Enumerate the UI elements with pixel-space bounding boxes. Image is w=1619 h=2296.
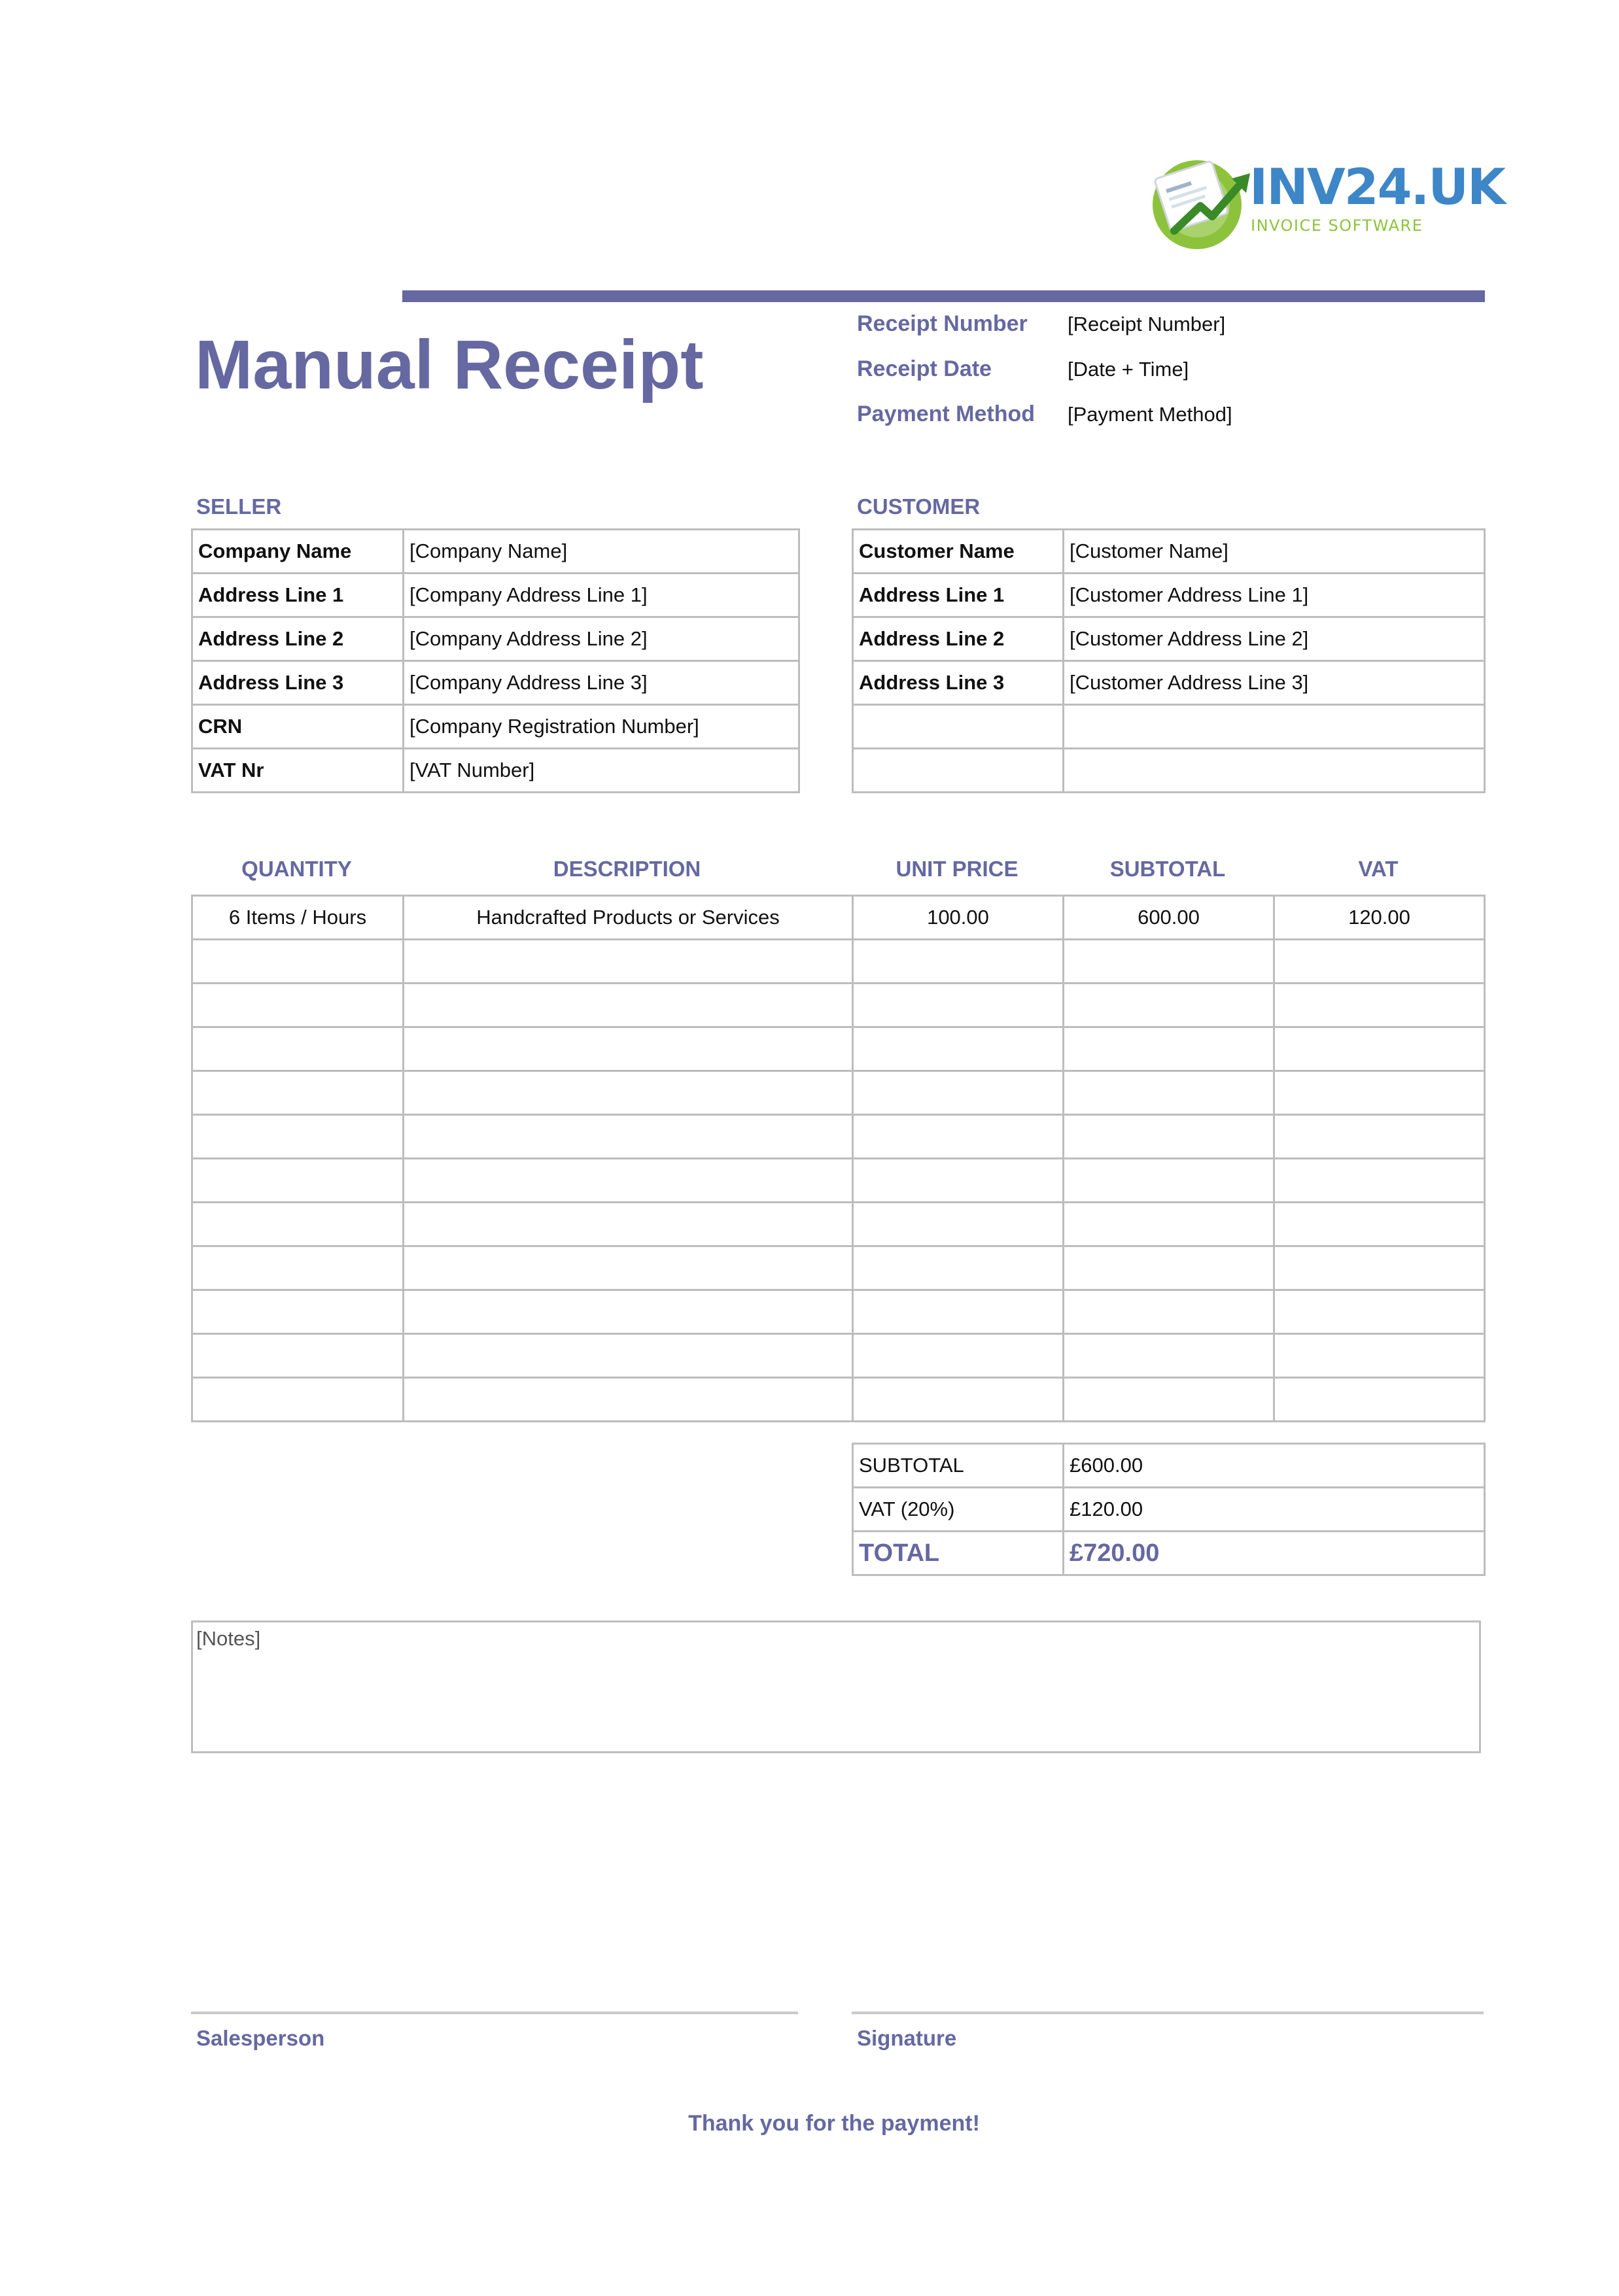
logo-icon — [1148, 154, 1266, 252]
item-row — [192, 1027, 1485, 1071]
notes-text: [Notes] — [196, 1627, 261, 1650]
item-subtotal-cell — [1064, 940, 1274, 984]
item-quantity-cell — [192, 1246, 404, 1290]
column-header-unit-price: UNIT PRICE — [896, 857, 1018, 881]
item-unit-price-cell — [853, 940, 1064, 984]
item-subtotal-cell — [1064, 1159, 1274, 1203]
totals-table — [852, 1443, 1486, 1576]
payment-method-value: [Payment Method] — [1068, 403, 1232, 426]
customer-label: Customer Name — [853, 530, 1064, 574]
customer-row — [853, 749, 1485, 793]
items-table — [191, 895, 1486, 1422]
thank-you-message: Thank you for the payment! — [688, 2111, 980, 2136]
seller-table — [191, 528, 800, 793]
customer-label: Address Line 3 — [853, 661, 1064, 705]
signature-line — [852, 2012, 1484, 2014]
receipt-number-label: Receipt Number — [857, 311, 1028, 336]
receipt-date-label: Receipt Date — [857, 356, 992, 381]
item-subtotal-cell — [1064, 984, 1274, 1027]
subtotal-row — [853, 1444, 1485, 1488]
customer-heading: CUSTOMER — [857, 494, 981, 519]
item-row — [192, 940, 1485, 984]
seller-label: CRN — [192, 705, 404, 749]
customer-value — [1064, 749, 1485, 793]
item-vat-cell — [1274, 984, 1485, 1027]
item-vat-cell — [1274, 1290, 1485, 1334]
item-subtotal-cell — [1064, 1378, 1274, 1422]
seller-label: Company Name — [192, 530, 404, 574]
seller-value: [Company Registration Number] — [404, 705, 799, 749]
item-unit-price-cell — [853, 1246, 1064, 1290]
item-vat-cell — [1274, 1334, 1485, 1378]
seller-value: [Company Address Line 1] — [404, 574, 799, 617]
item-unit-price-cell — [853, 1378, 1064, 1422]
seller-row — [192, 530, 799, 574]
total-row — [853, 1532, 1485, 1575]
item-row — [192, 1334, 1485, 1378]
customer-value: [Customer Address Line 1] — [1064, 574, 1485, 617]
seller-label: VAT Nr — [192, 749, 404, 793]
column-header-vat: VAT — [1358, 857, 1399, 881]
column-header-quantity: QUANTITY — [241, 857, 352, 881]
seller-row — [192, 705, 799, 749]
page-title: Manual Receipt — [195, 326, 704, 403]
seller-row — [192, 574, 799, 617]
customer-label — [853, 705, 1064, 749]
seller-value: [Company Name] — [404, 530, 799, 574]
item-unit-price-cell: 100.00 — [853, 896, 1064, 940]
item-row — [192, 1246, 1485, 1290]
item-row — [192, 896, 1485, 940]
item-quantity-cell — [192, 1115, 404, 1159]
total-label: TOTAL — [853, 1532, 1064, 1575]
item-vat-cell — [1274, 1246, 1485, 1290]
item-description-cell — [404, 1246, 853, 1290]
vat-row — [853, 1488, 1485, 1532]
header-accent-bar — [402, 290, 1485, 302]
item-description-cell — [404, 940, 853, 984]
item-description-cell — [404, 1071, 853, 1115]
seller-row — [192, 749, 799, 793]
item-unit-price-cell — [853, 1071, 1064, 1115]
item-row — [192, 1290, 1485, 1334]
salesperson-line — [191, 2012, 798, 2014]
item-subtotal-cell — [1064, 1027, 1274, 1071]
receipt-number-value: [Receipt Number] — [1068, 313, 1226, 335]
item-subtotal-cell — [1064, 1246, 1274, 1290]
subtotal-label: SUBTOTAL — [853, 1444, 1064, 1488]
salesperson-label: Salesperson — [196, 2026, 325, 2050]
item-subtotal-cell — [1064, 1334, 1274, 1378]
column-header-description: DESCRIPTION — [553, 857, 701, 881]
customer-row — [853, 530, 1485, 574]
seller-label: Address Line 1 — [192, 574, 404, 617]
column-header-subtotal: SUBTOTAL — [1109, 857, 1226, 881]
item-description-cell — [404, 1115, 853, 1159]
customer-value: [Customer Address Line 2] — [1064, 617, 1485, 661]
item-quantity-cell — [192, 1334, 404, 1378]
notes-box[interactable] — [191, 1620, 1481, 1753]
signature-label: Signature — [857, 2026, 957, 2050]
customer-value — [1064, 705, 1485, 749]
item-vat-cell — [1274, 1378, 1485, 1422]
seller-value: [Company Address Line 2] — [404, 617, 799, 661]
item-unit-price-cell — [853, 984, 1064, 1027]
item-description-cell — [404, 1378, 853, 1422]
item-subtotal-cell — [1064, 1115, 1274, 1159]
customer-value: [Customer Name] — [1064, 530, 1485, 574]
item-row — [192, 1115, 1485, 1159]
payment-method-label: Payment Method — [857, 402, 1036, 426]
seller-row — [192, 661, 799, 705]
item-unit-price-cell — [853, 1203, 1064, 1246]
customer-table — [852, 528, 1486, 793]
seller-row — [192, 617, 799, 661]
customer-row — [853, 574, 1485, 617]
customer-value: [Customer Address Line 3] — [1064, 661, 1485, 705]
seller-value: [VAT Number] — [404, 749, 799, 793]
vat-value: £120.00 — [1064, 1488, 1485, 1532]
item-row — [192, 1378, 1485, 1422]
customer-label: Address Line 2 — [853, 617, 1064, 661]
receipt-date-value: [Date + Time] — [1068, 358, 1189, 381]
item-vat-cell: 120.00 — [1274, 896, 1485, 940]
item-quantity-cell — [192, 984, 404, 1027]
item-unit-price-cell — [853, 1115, 1064, 1159]
item-quantity-cell — [192, 1290, 404, 1334]
item-vat-cell — [1274, 1027, 1485, 1071]
item-quantity-cell — [192, 1378, 404, 1422]
seller-value: [Company Address Line 3] — [404, 661, 799, 705]
item-unit-price-cell — [853, 1027, 1064, 1071]
item-description-cell: Handcrafted Products or Services — [404, 896, 853, 940]
item-row — [192, 1203, 1485, 1246]
item-vat-cell — [1274, 1159, 1485, 1203]
item-vat-cell — [1274, 940, 1485, 984]
item-subtotal-cell — [1064, 1071, 1274, 1115]
seller-label: Address Line 2 — [192, 617, 404, 661]
item-unit-price-cell — [853, 1159, 1064, 1203]
item-vat-cell — [1274, 1115, 1485, 1159]
item-row — [192, 984, 1485, 1027]
item-quantity-cell: 6 Items / Hours — [192, 896, 404, 940]
customer-row — [853, 661, 1485, 705]
item-vat-cell — [1274, 1071, 1485, 1115]
item-quantity-cell — [192, 1159, 404, 1203]
item-vat-cell — [1274, 1203, 1485, 1246]
item-description-cell — [404, 1334, 853, 1378]
logo-tagline: INVOICE SOFTWARE — [1251, 216, 1423, 235]
item-description-cell — [404, 1027, 853, 1071]
customer-label: Address Line 1 — [853, 574, 1064, 617]
customer-row — [853, 617, 1485, 661]
logo-name: INV24.UK — [1249, 158, 1505, 216]
item-description-cell — [404, 984, 853, 1027]
item-quantity-cell — [192, 940, 404, 984]
total-value: £720.00 — [1064, 1532, 1485, 1575]
item-unit-price-cell — [853, 1290, 1064, 1334]
item-quantity-cell — [192, 1071, 404, 1115]
item-description-cell — [404, 1290, 853, 1334]
seller-heading: SELLER — [196, 494, 282, 519]
seller-label: Address Line 3 — [192, 661, 404, 705]
item-unit-price-cell — [853, 1334, 1064, 1378]
vat-label: VAT (20%) — [853, 1488, 1064, 1532]
item-row — [192, 1159, 1485, 1203]
subtotal-value: £600.00 — [1064, 1444, 1485, 1488]
item-quantity-cell — [192, 1203, 404, 1246]
item-description-cell — [404, 1159, 853, 1203]
item-description-cell — [404, 1203, 853, 1246]
item-subtotal-cell — [1064, 1290, 1274, 1334]
item-row — [192, 1071, 1485, 1115]
item-quantity-cell — [192, 1027, 404, 1071]
item-subtotal-cell: 600.00 — [1064, 896, 1274, 940]
customer-row — [853, 705, 1485, 749]
item-subtotal-cell — [1064, 1203, 1274, 1246]
customer-label — [853, 749, 1064, 793]
